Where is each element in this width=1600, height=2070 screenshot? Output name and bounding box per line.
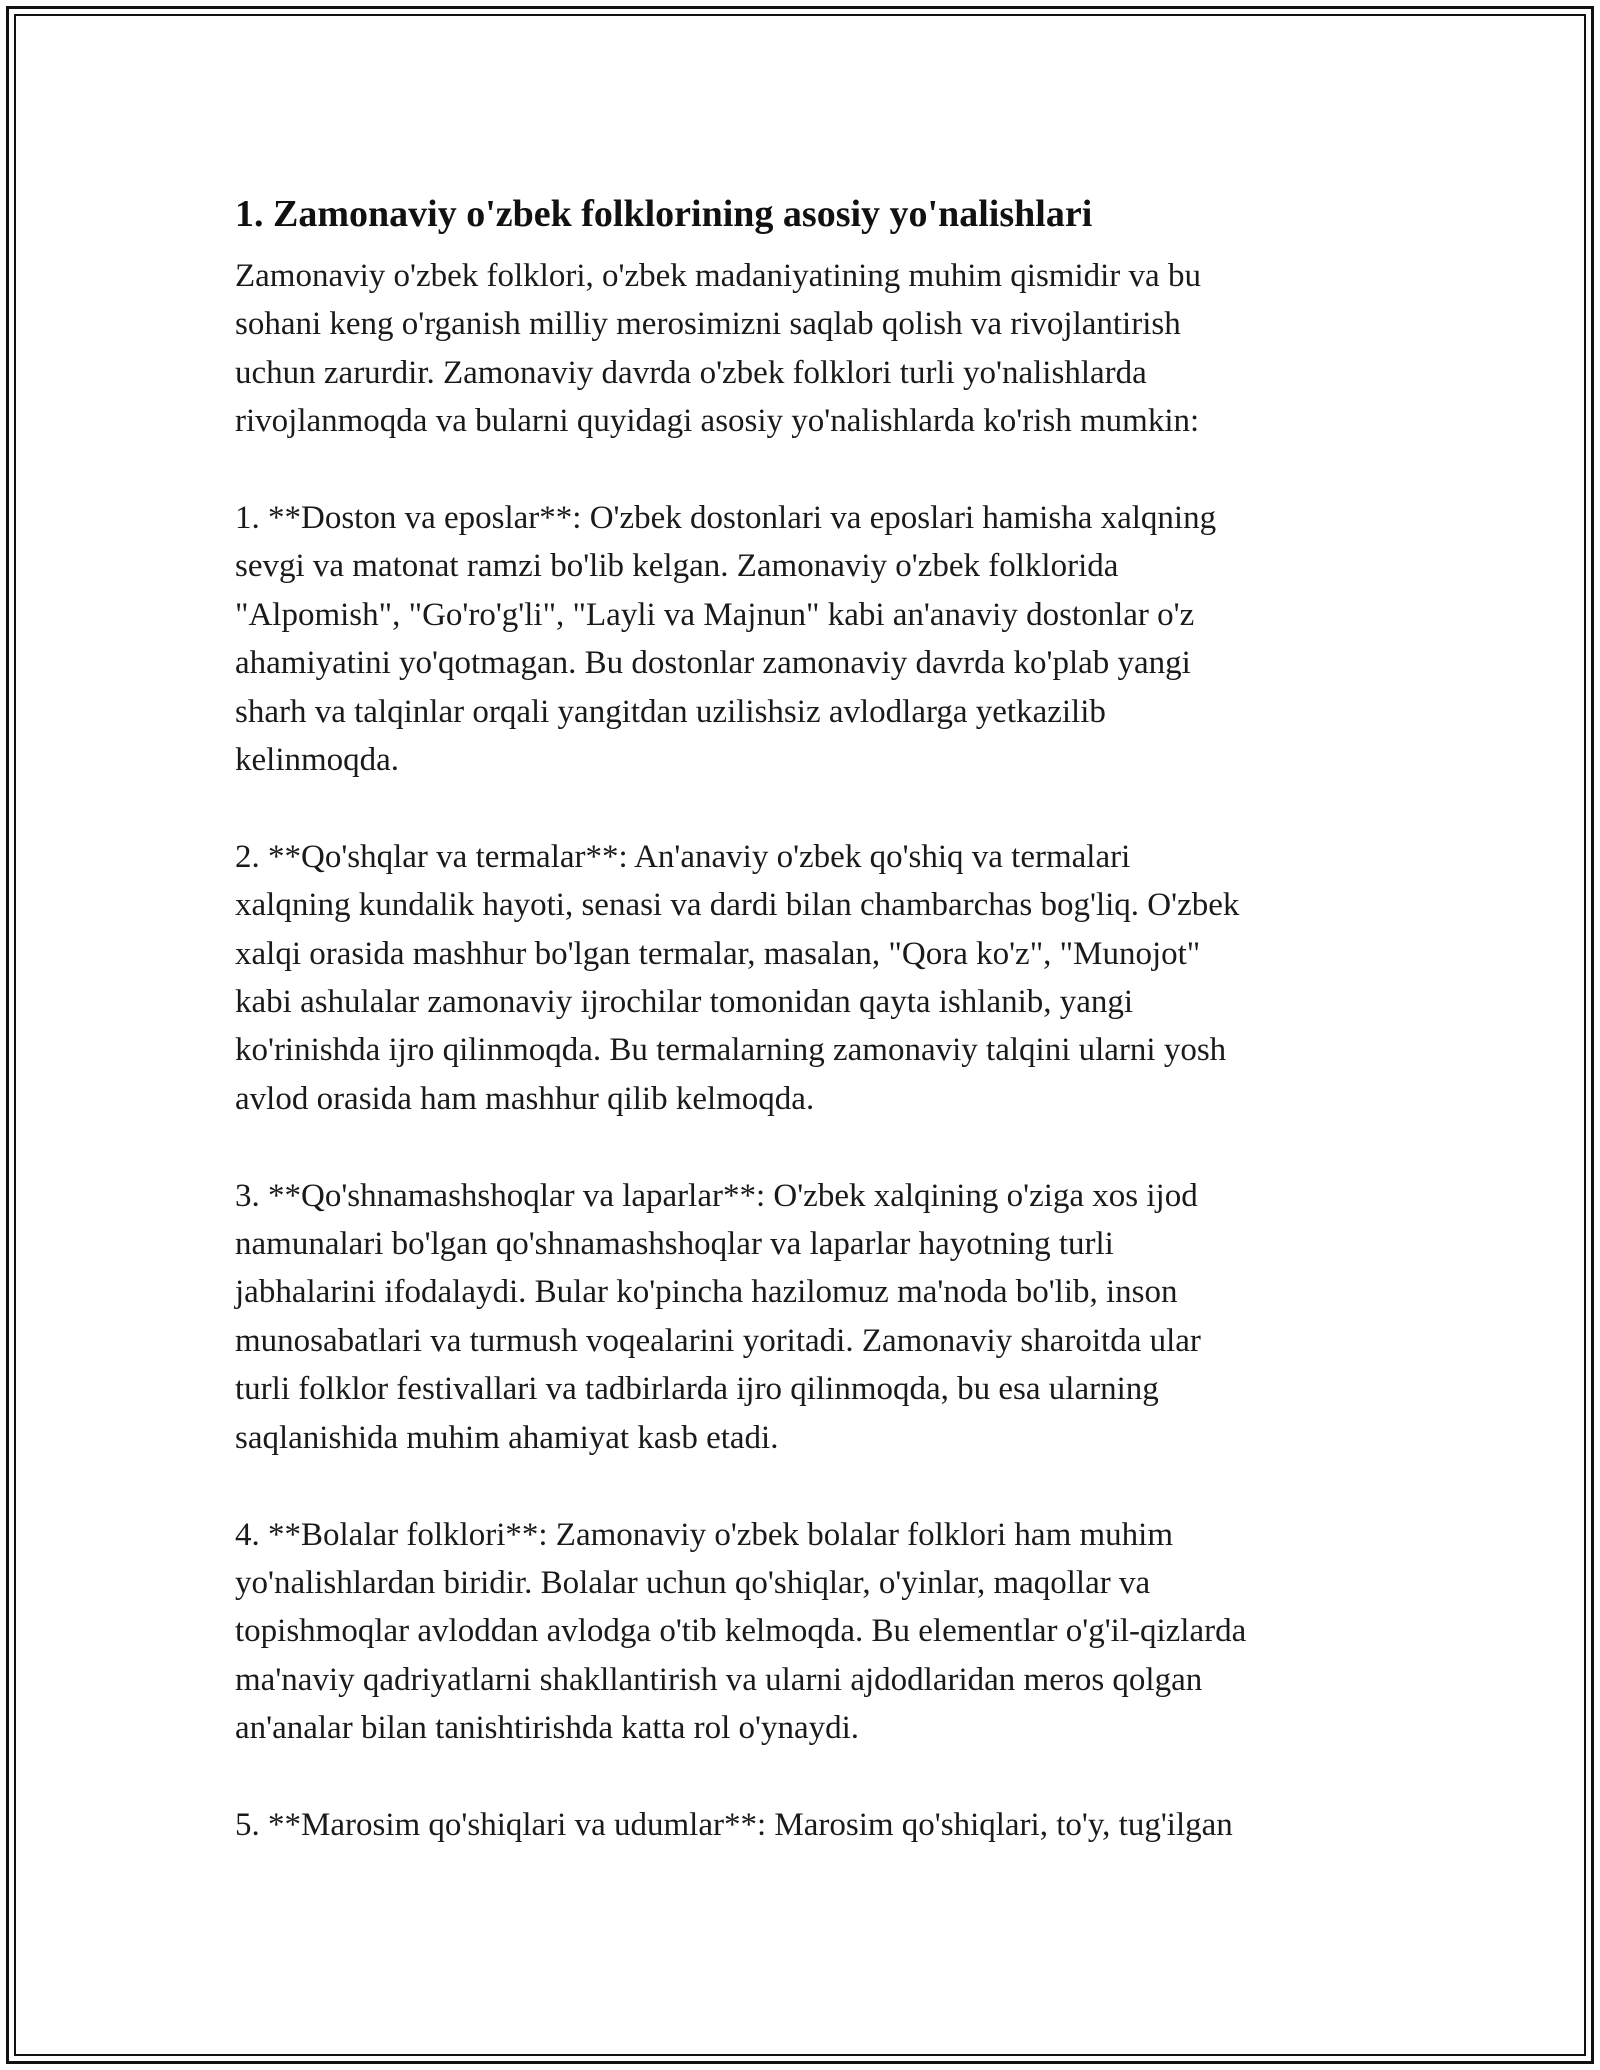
paragraph-doston-eposlar: 1. **Doston va eposlar**: O'zbek dostonlari va eposlari hamisha xalqning sevgi va matonat ramzi bo'lib kelgan. Zamonaviy o'zbek folklorida "Alpomish", "Go'ro'g'li", "Layli va Majnun" kabi an'anaviy dostonlar o'z ahamiyatini yo'qotmagan. Bu dostonlar zamonaviy davrda ko'plab yangi sharh va talqinlar orqali yangitdan uzilishsiz avlodlarga yetkazilib kelinmoqda. <box>235 500 1217 779</box>
paragraph-qoshnamashshoqlar-laparlar: 3. **Qo'shnamashshoqlar va laparlar**: O'zbek xalqining o'ziga xos ijod namunalari bo'lgan qo'shnamashshoqlar va laparlar hayotning turli jabhalarini ifodalaydi. Bular ko'pincha hazilomuz ma'noda bo'lib, inson munosabatlari va turmush voqealarini yoritadi. Zamonaviy sharoitda ular turli folklor festivallari va tadbirlarda ijro qilinmoqda, bu esa ularning saqlanishida muhim ahamiyat kasb etadi. <box>235 1177 1201 1456</box>
paragraph-bolalar-folklori: 4. **Bolalar folklori**: Zamonaviy o'zbek bolalar folklori ham muhim yo'nalishlardan biridir. Bolalar uchun qo'shiqlar, o'yinlar, maqollar va topishmoqlar avloddan avlodga o'tib kelmoqda. Bu elementlar o'g'il-qizlarda ma'naviy qadriyatlarni shakllantirish va ularni ajdodlaridan meros qolgan an'analar bilan tanishtirishda katta rol o'ynaydi. <box>235 1516 1247 1747</box>
section-heading: 1. Zamonaviy o'zbek folklorining asosiy yo'nalishlari <box>235 193 1093 235</box>
paragraph-marosim-qoshiqlari: 5. **Marosim qo'shiqlari va udumlar**: Marosim qo'shiqlari, to'y, tug'ilgan <box>235 1806 1233 1843</box>
intro-paragraph: Zamonaviy o'zbek folklori, o'zbek madaniyatining muhim qismidir va bu sohani keng o'rganish milliy merosimizni saqlab qolish va rivojlantirish uchun zarurdir. Zamonaviy davrda o'zbek folklori turli yo'nalishlarda rivojlanmoqda va bularni quyidagi asosiy yo'nalishlarda ko'rish mumkin: <box>235 258 1201 440</box>
document-body <box>235 184 1375 1849</box>
paragraph-qoshqlar-termalar: 2. **Qo'shqlar va termalar**: An'anaviy o'zbek qo'shiq va termalari xalqning kundalik hayoti, senasi va dardi bilan chambarchas bog'liq. O'zbek xalqi orasida mashhur bo'lgan termalar, masalan, "Qora ko'z", "Munojot" kabi ashulalar zamonaviy ijrochilar tomonidan qayta ishlanib, yangi ko'rinishda ijro qilinmoqda. Bu termalarning zamonaviy talqini ularni yosh avlod orasida ham mashhur qilib kelmoqda. <box>235 838 1240 1117</box>
